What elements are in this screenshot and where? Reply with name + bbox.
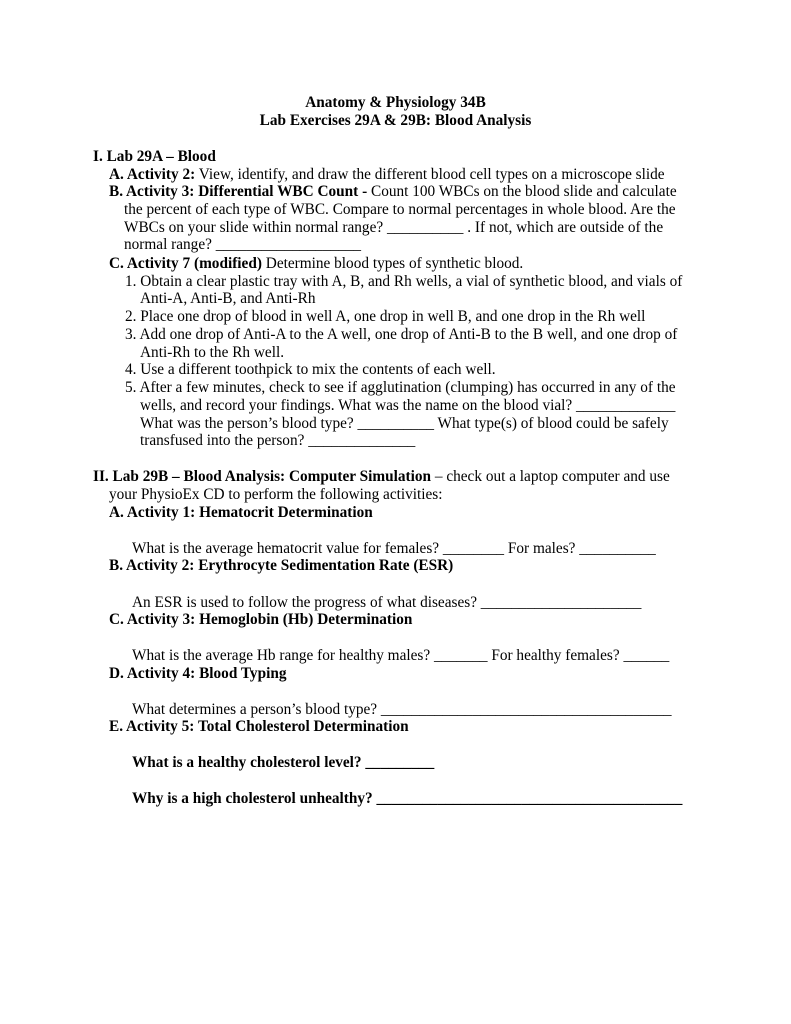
activity-question: What is the average Hb range for healthy males? _______ For healthy females? ______ [132, 647, 670, 664]
activity-text: the percent of each type of WBC. Compare to normal percentages in whole blood. Are the [124, 201, 676, 218]
section-heading: I. Lab 29A – Blood [93, 148, 216, 165]
step-2: 2. Place one drop of blood in well A, one drop in well B, and one drop in the Rh well [125, 308, 646, 325]
activity-a-line [109, 166, 665, 184]
lab-title: Lab Exercises 29A & 29B: Blood Analysis [259, 112, 532, 129]
activity-question: Why is a high cholesterol unhealthy? ________________________________________ [132, 790, 683, 807]
activity-question: An ESR is used to follow the progress of what diseases? _____________________ [132, 594, 642, 611]
step-3-continued: Anti-Rh to the Rh well. [140, 344, 285, 361]
step-3: 3. Add one drop of Anti-A to the A well, one drop of Anti-B to the B well, and one drop of [125, 326, 678, 343]
course-title: Anatomy & Physiology 34B [305, 94, 486, 111]
activity-b-line [109, 183, 677, 201]
step-5-continued: transfused into the person? ______________ [140, 432, 416, 449]
activity-text: Determine blood types of synthetic blood. [261, 255, 524, 272]
step-4: 4. Use a different toothpick to mix the contents of each well. [125, 361, 496, 378]
activity-question: What is a healthy cholesterol level? _________ [132, 754, 435, 771]
activity-question: What is the average hematocrit value for females? ________ For males? __________ [132, 540, 656, 557]
activity-question: What determines a person’s blood type? ______________________________________ [132, 701, 672, 718]
activity-heading: E. Activity 5: Total Cholesterol Determination [109, 718, 409, 735]
step-1-continued: Anti-A, Anti-B, and Anti-Rh [140, 290, 316, 307]
activity-label: A. Activity 2: [109, 166, 196, 183]
section-heading-line [93, 468, 670, 486]
activity-label: C. Activity 7 (modified) [109, 255, 262, 272]
activity-heading: A. Activity 1: Hematocrit Determination [109, 504, 373, 521]
activity-text: Count 100 WBCs on the blood slide and calculate [367, 183, 677, 200]
section-heading: II. Lab 29B – Blood Analysis: Computer Simulation [93, 468, 432, 485]
step-5-continued: What was the person’s blood type? __________ What type(s) of blood could be safely [140, 415, 669, 432]
activity-text: View, identify, and draw the different blood cell types on a microscope slide [195, 166, 665, 183]
activity-label: B. Activity 3: Differential WBC Count - [109, 183, 368, 200]
step-1: 1. Obtain a clear plastic tray with A, B, and Rh wells, a vial of synthetic blood, and vials of [125, 273, 683, 290]
activity-heading: D. Activity 4: Blood Typing [109, 665, 287, 682]
activity-question: normal range? ___________________ [124, 236, 362, 253]
step-5: 5. After a few minutes, check to see if agglutination (clumping) has occurred in any of the [125, 379, 676, 396]
activity-question: WBCs on your slide within normal range? __________ . If not, which are outside of the [124, 219, 664, 236]
activity-c-line [109, 255, 523, 273]
step-5-continued: wells, and record your findings. What was the name on the blood vial? _____________ [140, 397, 676, 414]
activity-heading: C. Activity 3: Hemoglobin (Hb) Determination [109, 611, 413, 628]
section-heading-continued: your PhysioEx CD to perform the following activities: [109, 486, 443, 503]
section-heading-text: – check out a laptop computer and use [431, 468, 670, 485]
activity-heading: B. Activity 2: Erythrocyte Sedimentation Rate (ESR) [109, 557, 454, 574]
